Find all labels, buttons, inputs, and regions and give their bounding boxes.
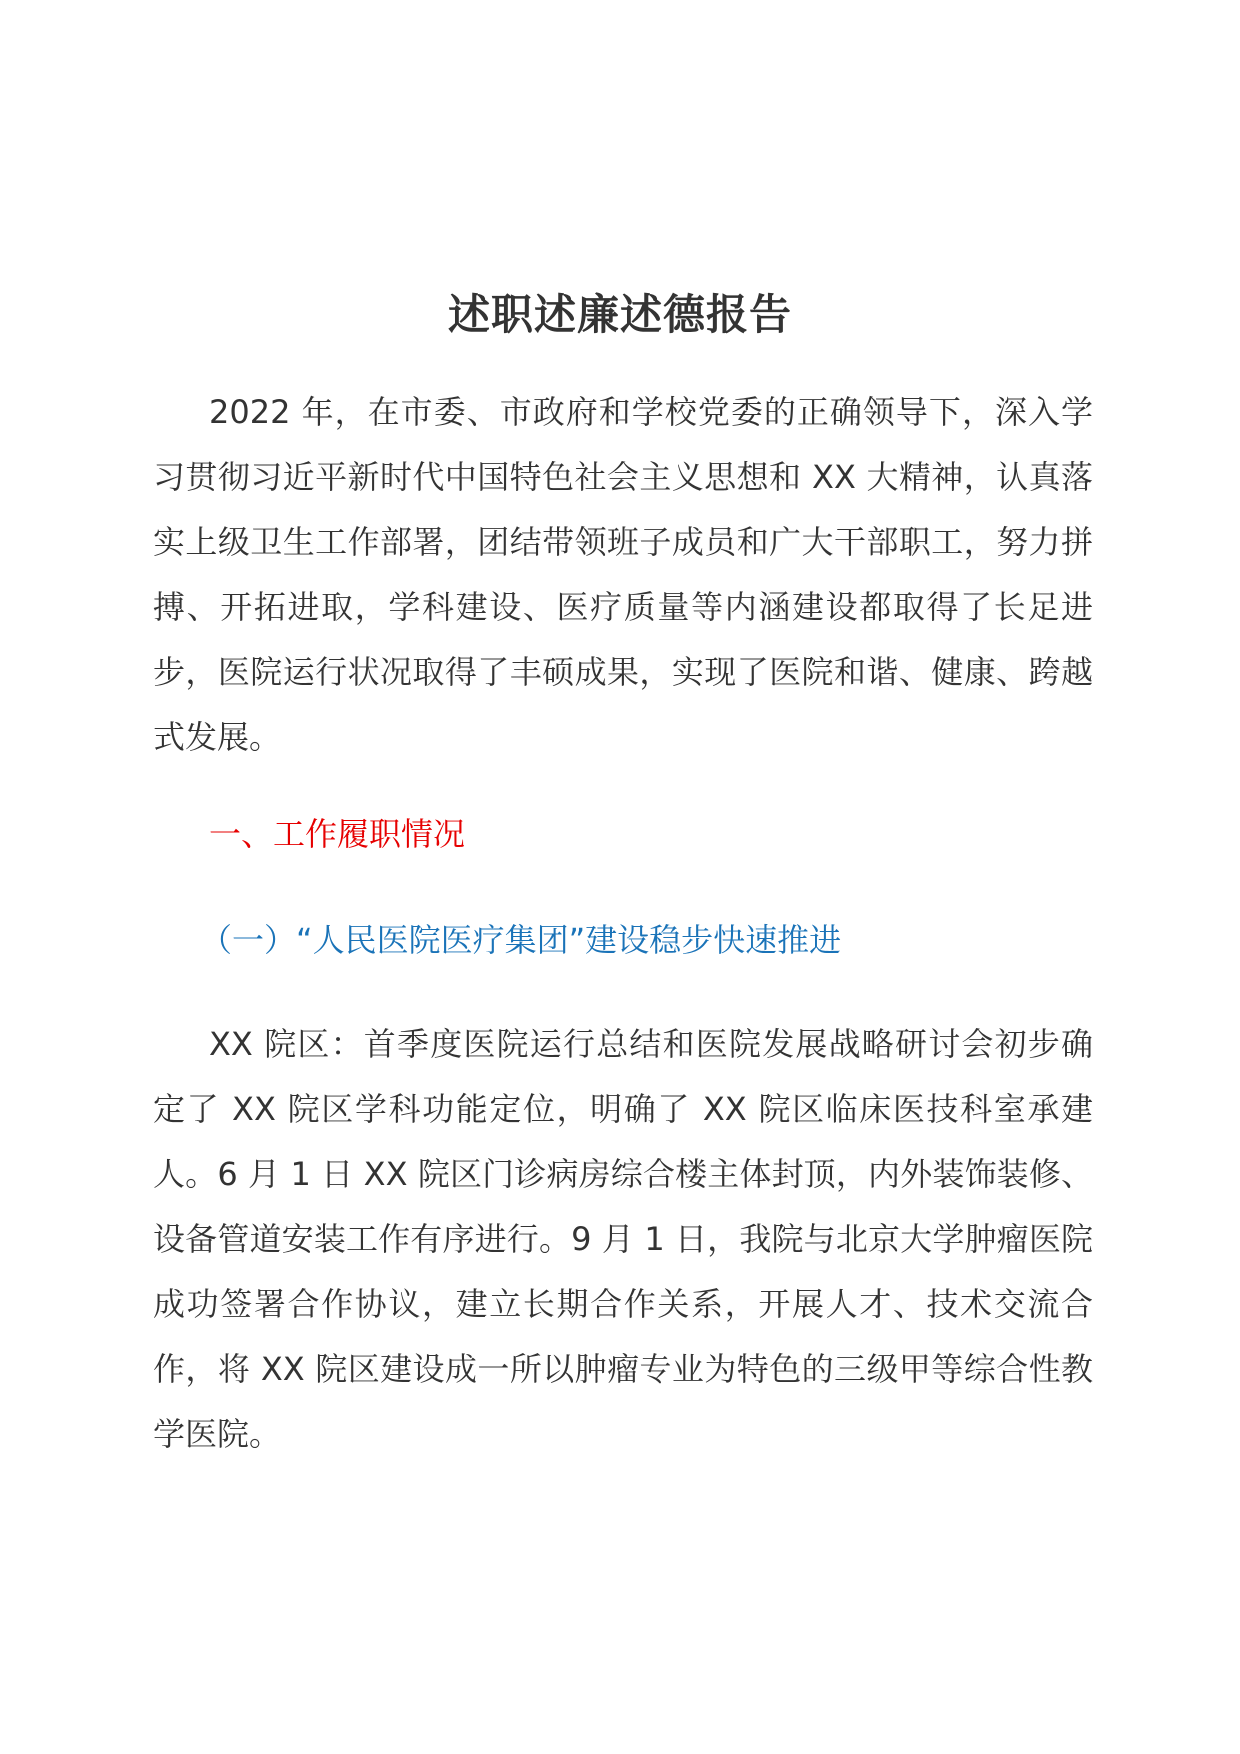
subsection-body-paragraph: XX 院区：首季度医院运行总结和医院发展战略研讨会初步确定了 XX 院区学科功能定位，明确了 XX 院区临床医技科室承建人。6 月 1 日 XX 院区门诊病房综合楼主体封顶，内外装饰装修、设备管道安装工作有序进行。9 月 1 日，我院与北京大学肿瘤医院成功签署合作协议，建立长期合作关系，开展人才、技术交流合作，将 XX 院区建设成一所以肿瘤专业为特色的三级甲等综合性教学医院。 bbox=[153, 1025, 1093, 1453]
intro-paragraph: 2022 年，在市委、市政府和学校党委的正确领导下，深入学习贯彻习近平新时代中国特色社会主义思想和 XX 大精神，认真落实上级卫生工作部署，团结带领班子成员和广大干部职工，努力拼搏、开拓进取，学科建设、医疗质量等内涵建设都取得了长足进步，医院运行状况取得了丰硕成果，实现了医院和谐、健康、跨越式发展。 bbox=[153, 393, 1093, 756]
section-heading-work-performance: 一、工作履职情况 bbox=[209, 815, 466, 853]
document-title: 述职述廉述德报告 bbox=[447, 290, 792, 339]
subsection-heading-medical-group: （一）“人民医院医疗集团”建设稳步快速推进 bbox=[200, 921, 842, 959]
